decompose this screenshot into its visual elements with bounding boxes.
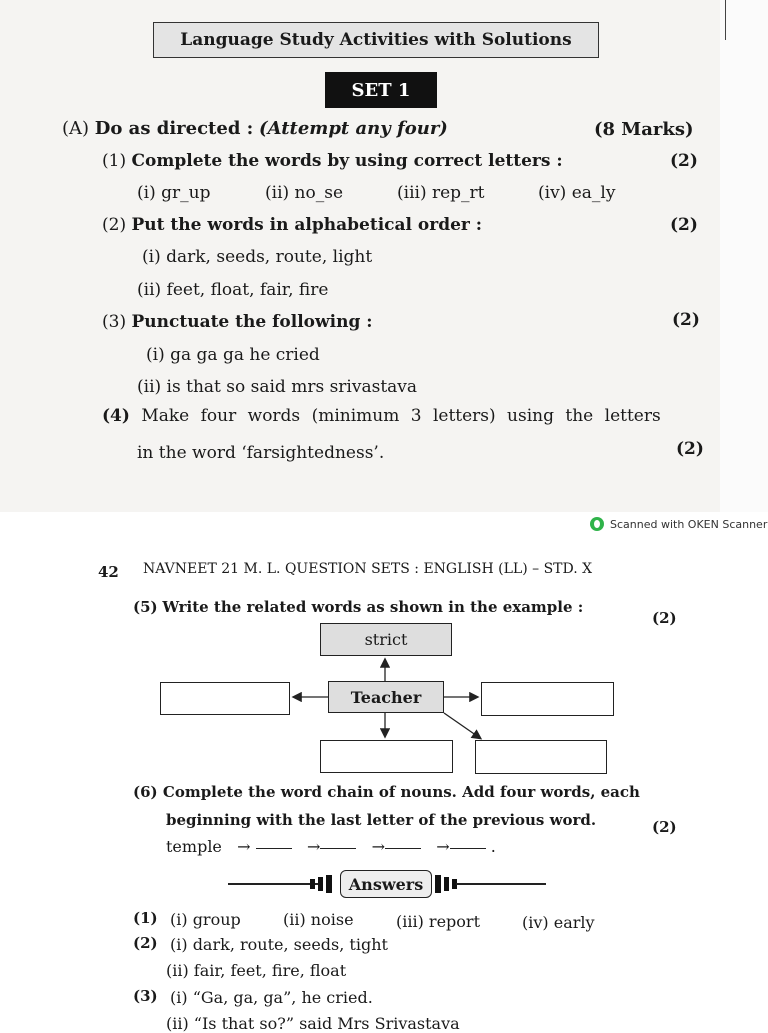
q2-text: Put the words in alphabetical order : [131, 215, 483, 235]
answer-2-item: (i) dark, route, seeds, tight [170, 935, 388, 954]
answer-1-item: (ii) noise [283, 910, 354, 929]
answers-rule-right [456, 883, 546, 885]
page-title: Language Study Activities with Solutions [153, 22, 599, 58]
section-a-marks: (8 Marks) [594, 119, 694, 140]
decor-bar [326, 875, 332, 893]
answers-rule-left [228, 883, 323, 885]
q1-item: (iii) rep_rt [397, 183, 485, 203]
chain-start-word: temple [166, 837, 222, 856]
arrow-icon: → [306, 837, 321, 856]
q1-number: (1) [102, 151, 127, 171]
q2-item: (ii) feet, float, fair, fire [137, 280, 329, 300]
word-chain: temple → → → → . [166, 837, 496, 856]
q5-text: Write the related words as shown in the example : [162, 598, 584, 616]
arrow-icon: → [371, 837, 386, 856]
q2-marks: (2) [670, 215, 698, 235]
q4-line2: in the word ‘farsightedness’. [137, 443, 385, 463]
q2-item: (i) dark, seeds, route, light [142, 247, 373, 267]
scanner-text: Scanned with OKEN Scanner [610, 517, 768, 531]
decor-bar [318, 877, 323, 891]
q2-number: (2) [102, 215, 127, 235]
answers-label: Answers [340, 870, 432, 898]
answer-1-item: (i) group [170, 910, 241, 929]
q3-marks: (2) [672, 310, 700, 330]
decor-bar [444, 877, 449, 891]
answer-1-number: (1) [133, 909, 158, 927]
section-a-instruction: (Attempt any four) [259, 118, 448, 139]
q1-text: Complete the words by using correct letters : [131, 151, 563, 171]
decor-bar [435, 875, 441, 893]
q3-number: (3) [102, 312, 127, 332]
q4-number: (4) [102, 406, 130, 426]
q5-number: (5) [133, 598, 158, 616]
answer-3-item: (ii) “Is that so?” said Mrs Srivastava [166, 1014, 460, 1033]
q6-line2: beginning with the last letter of the previous word. [166, 811, 597, 829]
chain-blank [385, 847, 421, 849]
chain-blank [320, 847, 356, 849]
q1-item: (ii) no_se [265, 183, 344, 203]
q5-marks: (2) [652, 609, 677, 627]
diagram-box-strict: strict [320, 623, 452, 656]
answer-3-item: (i) “Ga, ga, ga”, he cried. [170, 988, 373, 1007]
answer-2-item: (ii) fair, feet, fire, float [166, 961, 347, 980]
decor-bar [310, 879, 315, 889]
q1-marks: (2) [670, 151, 698, 171]
answer-1-item: (iii) report [396, 912, 480, 931]
q3-text: Punctuate the following : [131, 312, 373, 332]
arrow-icon: → [237, 837, 251, 856]
chain-blank [450, 847, 486, 849]
arrow-icon: → [436, 837, 450, 856]
answer-3-number: (3) [133, 987, 158, 1005]
page-number: 42 [98, 563, 119, 581]
running-header: NAVNEET 21 M. L. QUESTION SETS : ENGLISH (LL) – STD. X [143, 561, 593, 577]
q3-item: (ii) is that so said mrs srivastava [137, 377, 418, 397]
q6-marks: (2) [652, 818, 677, 836]
q6-number: (6) [133, 783, 158, 801]
answer-1-item: (iv) early [522, 913, 595, 932]
q4-marks: (2) [676, 439, 704, 459]
q1-item: (iv) ea_ly [538, 183, 616, 203]
q6-line1: Complete the word chain of nouns. Add four words, each [162, 783, 640, 801]
diagram-box-teacher: Teacher [328, 681, 444, 713]
answer-2-number: (2) [133, 934, 158, 952]
q3-item: (i) ga ga ga he cried [146, 345, 320, 365]
q1-item: (i) gr_up [137, 183, 211, 203]
section-a-label: (A) [62, 118, 90, 139]
section-a-heading: Do as directed : [94, 118, 254, 139]
question-6 [133, 783, 640, 801]
set-label: SET 1 [325, 72, 437, 108]
chain-blank [256, 847, 292, 849]
q4-line1: Make four words (minimum 3 letters) using the letters [141, 406, 661, 426]
